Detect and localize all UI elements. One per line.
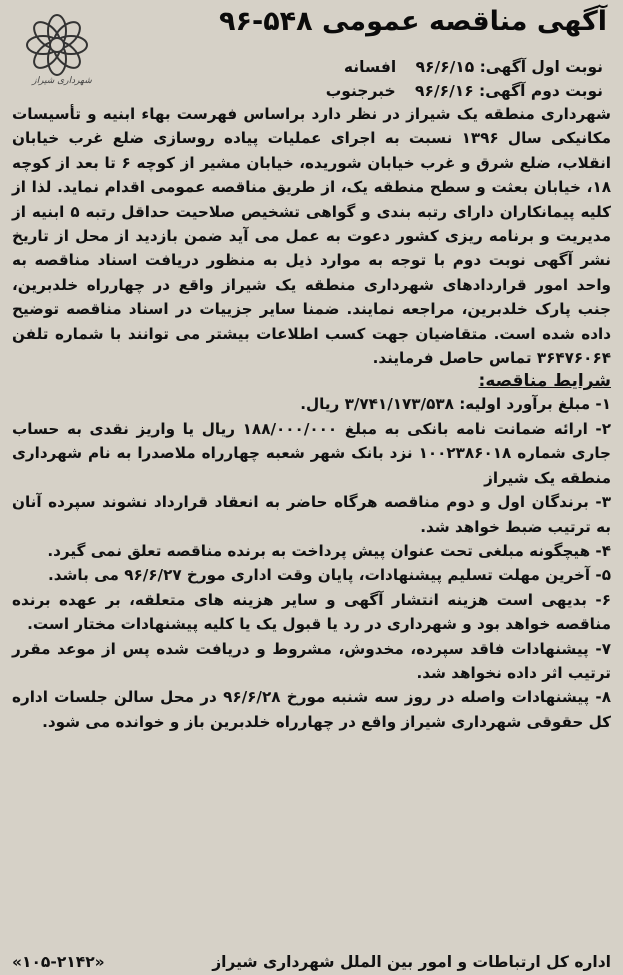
- notice-header: [10, 6, 613, 102]
- notice-title: آگهی مناقصه عمومی ۵۴۸-۹۶: [219, 6, 607, 37]
- condition-item: ۱- مبلغ برآورد اولیه: ۳/۷۴۱/۱۷۳/۵۳۸ ریال.: [300, 395, 611, 414]
- conditions-title: شرایط مناقصه:: [478, 371, 611, 392]
- notice-intro: شهرداری منطقه یک شیراز در نظر دارد براساس فهرست بهاء ابنیه و تأسیسات مکانیکی سال ۱۳۹۶ نسبت به اجرای عملیات پیاده روسازی ضلع غرب خیابان انقلاب، ضلع شرق و غرب خیابان شوریده، خیابان مشیر از کوچه ۶ تا بعد از کوچه ۱۸، خیابان بعثت و سطح منطقه یک، از طریق مناقصه عمومی اقدام نماید. لذا از کلیه پیمانکاران دارای رتبه بندی و گواهی تشخیص صلاحیت حداقل رتبه ۵ ابنیه از مدیریت و برنامه ریزی کشور دعوت به عمل می آید ضمن بازدید از محل از تاریخ نشر آگهی نوبت دوم با توجه به موارد ذیل به منظور دریافت اسناد مناقصه به واحد امور قراردادهای شهرداری منطقه یک شیراز واقع در چهارراه خلدبرین، جنب پارک خلدبرین، مراجعه نمایند. ضمنا سایر جزییات در اسناد مناقصه توضیح داده شده است. متقاضیان جهت کسب اطلاعات بیشتر می توانند با شماره تلفن ۳۶۴۷۶۰۶۴ تماس حاصل فرمایند.: [12, 105, 611, 368]
- logo-caption: شهرداری شیراز: [32, 76, 92, 86]
- condition-item: ۷- پیشنهادات فاقد سپرده، مخدوش، مشروط و دریافت شده پس از موعد مقرر ترتیب اثر داده نخواهد شد.: [12, 639, 611, 682]
- second-notice-date: نوبت دوم آگهی: ۹۶/۶/۱۶: [415, 82, 603, 100]
- condition-item: ۵- آخرین مهلت تسلیم پیشنهادات، پایان وقت اداری مورخ ۹۶/۶/۲۷ می باشد.: [47, 566, 611, 585]
- flower-logo-icon: [22, 10, 92, 80]
- conditions-list: [10, 392, 613, 734]
- second-notice-paper: خبرجنوب: [325, 82, 396, 100]
- condition-item: ۶- بدیهی است هزینه انتشار آگهی و سایر هزینه های متعلقه، بر عهده برنده مناقصه خواهد بود و شهرداری در رد یا قبول یک یا کلیه پیشنهادات مختار است.: [12, 590, 611, 634]
- first-notice-line: [330, 58, 603, 76]
- condition-item: ۸- پیشنهادات واصله در روز سه شنبه مورخ ۹۶/۶/۲۸ در محل سالن جلسات اداره کل حقوقی شهرداری شیراز واقع در چهارراه خلدبرین باز و خوانده می شود.: [12, 688, 611, 731]
- issuing-office: اداره کل ارتباطات و امور بین الملل شهرداری شیراز: [212, 953, 611, 971]
- shiraz-municipality-logo: [22, 10, 92, 96]
- first-notice-paper: افسانه: [343, 58, 397, 76]
- condition-item: ۳- برندگان اول و دوم مناقصه هرگاه حاضر به انعقاد قرارداد نشوند سپرده آنان به ترتیب ضبط خواهد شد.: [12, 493, 611, 536]
- condition-item: ۲- ارائه ضمانت نامه بانکی به مبلغ ۱۸۸/۰۰۰/۰۰۰ ریال یا واریز نقدی به حساب جاری شماره ۱۰۰۲۳۸۶۰۱۸ نزد بانک شهر شعبه چهارراه ملاصدرا به نام شهرداری منطقه یک شیراز: [12, 419, 611, 487]
- second-notice-line: [312, 82, 603, 100]
- notice-code: «۱۰۵-۲۱۴۲»: [12, 953, 105, 971]
- first-notice-date: نوبت اول آگهی: ۹۶/۶/۱۵: [415, 58, 603, 76]
- notice-footer: [12, 953, 611, 971]
- condition-item: ۴- هیچگونه مبلغی تحت عنوان پیش پرداخت به برنده مناقصه تعلق نمی گیرد.: [47, 541, 611, 560]
